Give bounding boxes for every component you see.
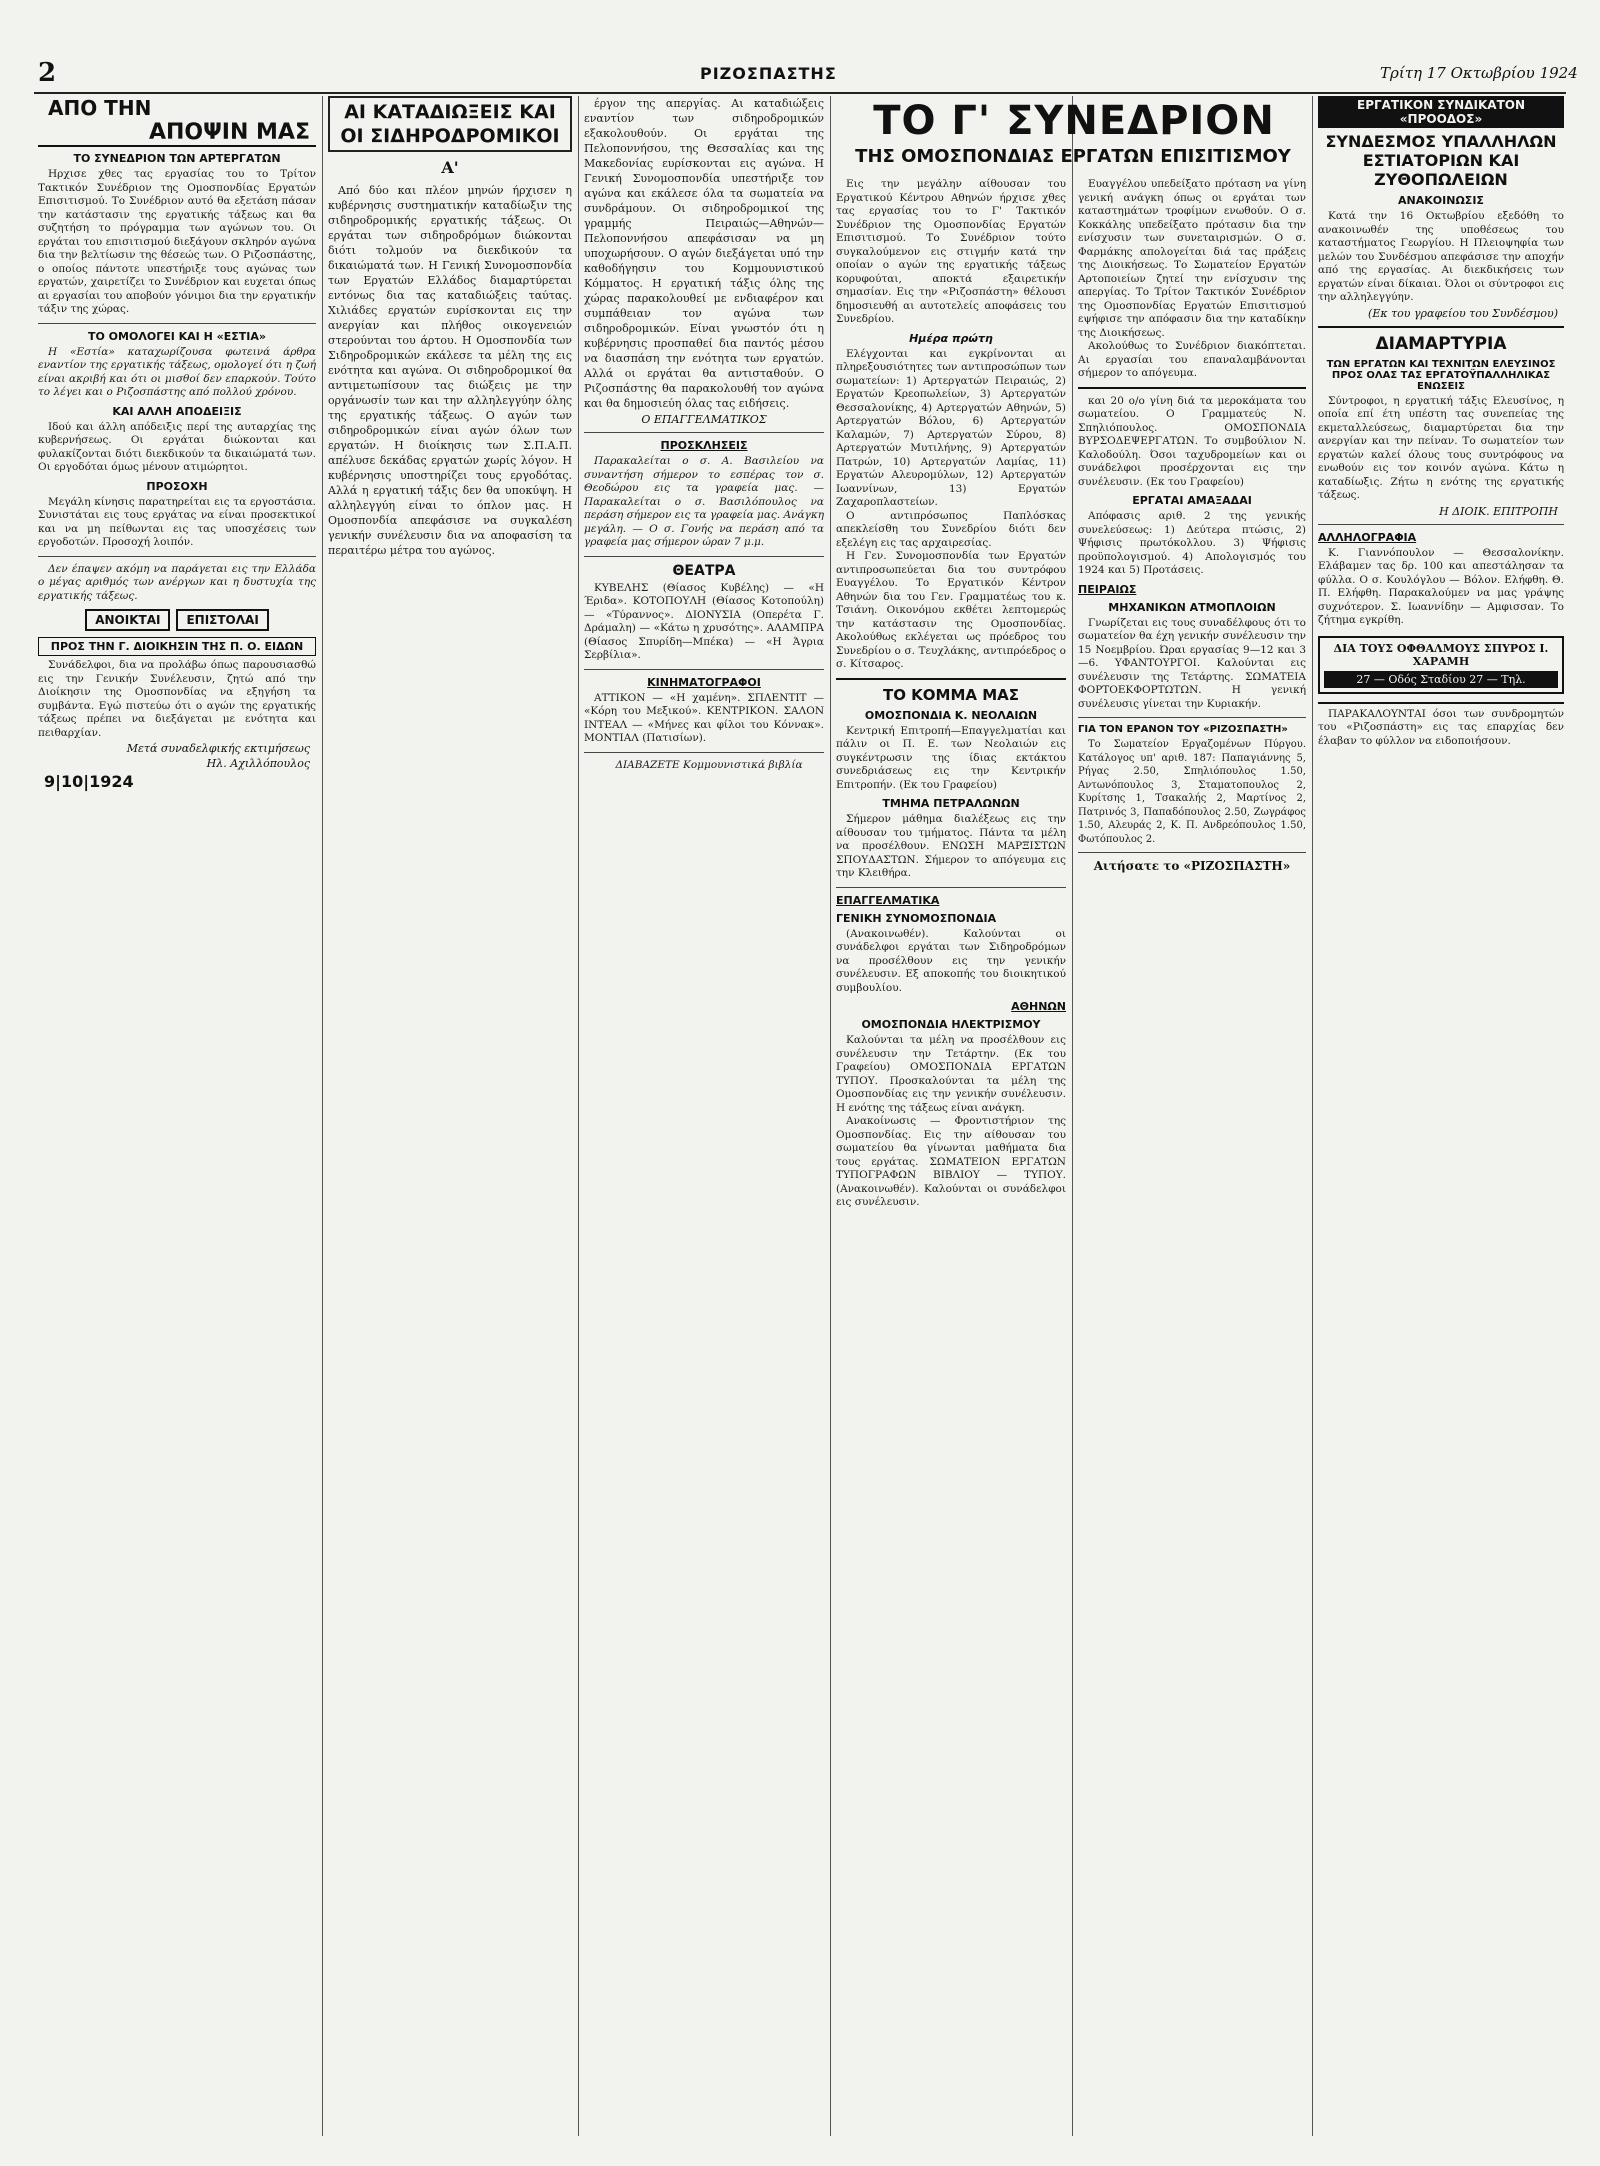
article-subheading: ΕΡΓΑΤΑΙ ΑΜΑΞΑΔΑΙ [1132, 494, 1252, 507]
label-letters: ΕΠΙΣΤΟΛΑΙ [176, 609, 268, 631]
footer-line: Αιτήσατε το «ΡΙΖΟΣΠΑΣΤΗ» [1093, 859, 1291, 873]
kicker: ΑΠΟ ΤΗΝ [48, 96, 152, 120]
article-body: Καλούνται τα μέλη να προσέλθουν εις συνέλευσιν την Τετάρτην. (Εκ του Γραφείου) ΟΜΟΣΠΟΝΔΙΑ ΕΡΓΑΤΩΝ ΤΥΠΟΥ. Προσκαλούνται τα μέλη της Ομοσπονδίας εις την γενικήν συνέλευσιν. Η ενότης της τάξεως είναι ανάγκη. [836, 1034, 1066, 1114]
union-name: ΣΥΝΔΕΣΜΟΣ ΥΠΑΛΛΗΛΩΝ ΕΣΤΙΑΤΟΡΙΩΝ ΚΑΙ ΖΥΘΟΠΩΛΕΙΩΝ [1325, 132, 1557, 189]
article-body: Ανακοίνωσις — Φροντιστήριον της Ομοσπονδίας. Εις την αίθουσαν του σωματείου θα γίνωνται μαθήματα δια τους εργάτας. ΣΩΜΑΤΕΙΟΝ ΕΡΓΑΤΩΝ ΤΥΠΟΓΡΑΦΩΝ ΒΙΒΛΙΟΥ — ΤΥΠΟΥ. (Ανακοινωθέν). Καλούνται οι συνάδελφοι εις συνέλευσιν. [836, 1115, 1066, 1208]
notices-body: Παρακαλείται ο σ. Α. Βασιλείου να συναντήση σήμερον το εσπέρας τον σ. Θεοδώρου εις τα γραφεία μας. — Παρακαλείται ο σ. Βασιλόπουλος να περάση σήμερον εις τα γραφεία μας. Ανάγκη μεγάλη. — Ο σ. Γονής να περάση από τα γραφεία μας σήμερον ώραν 7 μ.μ. [584, 455, 824, 548]
article-subheading: ΑΝΑΚΟΙΝΩΣΙΣ [1398, 194, 1484, 207]
article-subheading: ΟΜΟΣΠΟΝΔΙΑ Κ. ΝΕΟΛΑΙΩΝ [864, 708, 1038, 722]
article-body: έργον της απεργίας. Αι καταδιώξεις εναντίον των σιδηροδρομικών εξακολουθούν. Οι εργάται της Πελοποννήσου, της Θεσσαλίας και της Μακεδονίας ευρίσκονται εις αγώνα. Η Γενική Συνομοσπονδία υπεστήριξε τον αγώνα και εκάλεσε όλα τα σωματεία να συνδράμουν. Οι σιδηροδρομικοί της γραμμής Πειραιώς—Αθηνών—Πελοποννήσου απεφάσισαν να μη υποχωρήσουν. Ο αγών διεξάγεται υπό την καθοδήγησιν του Κομμουνιστικού Κόμματος. Η εργατική τάξις όλης της χώρας παρακολουθεί με ενδιαφέρον και συμπάθειαν τον αγώνα των σιδηροδρομικών. Είναι γνωστόν ότι η κυβέρνησις προσπαθεί δια παντός μέσου να διασπάση την ενότητα των εργατών. Αλλά οι εργάται θα αντισταθούν. Ο Ριζοσπάστης θα παρακολουθή τον αγώνα και θα δημοσιεύη όλας τας ειδήσεις. [584, 97, 824, 410]
article-body: Σήμερον μάθημα διαλέξεως εις την αίθουσαν του τμήματος. Πάντα τα μέλη να προσέλθουν. ΕΝΩΣΗ ΜΑΡΞΙΣΤΩΝ ΣΠΟΥΔΑΣΤΩΝ. Σήμερον το απόγευμα εις την Κλειθήρα. [836, 813, 1066, 879]
boxed-note: Δεν έπαψεν ακόμη να παράγεται εις την Ελλάδα ο μέγας αριθμός των ανέργων και η δυστυχία της εργατικής τάξεως. [38, 562, 316, 602]
column-congress-body [836, 178, 1066, 2136]
label-open: ΑΝΟΙΚΤΑΙ [85, 609, 170, 631]
article-body: Απόφασις αριθ. 2 της γενικής συνελεύσεως: 1) Δεύτερα πτώσις, 2) Ψήφισις πρωτόκολλου. 3) Ψήφισις προϋπολογισμού. 4) Απολογισμός του 1924 και 5) Προτάσεις. [1078, 510, 1306, 576]
section-heading: ΕΠΑΓΓΕΛΜΑΤΙΚΑ [836, 893, 940, 907]
column-divider [1072, 96, 1073, 2136]
article-body: Μεγάλη κίνησις παρατηρείται εις τα εργοστάσια. Συνιστάται εις τους εργάτας να είναι προσεκτικοί και να μη πείθωνται εις τας υποσχέσεις των εργοδοτών. Προσοχή λοιπόν. [38, 495, 316, 548]
masthead [0, 58, 1600, 88]
article-body: Από δύο και πλέον μηνών ήρχισεν η κυβέρνησις συστηματικήν καταδίωξιν της σιδηροδρομικής εργατικής τάξεως. Οι εργάται των σιδηροδρόμων διώκονται διότι τολμούν να διεκδικούν τα δικαιώματά των. Η Γενική Συνομοσπονδία των Εργατών Ελλάδος διαμαρτύρεται εντόνως δια τας καταδιώξεις ταύτας. Χιλιάδες εργατών ευρίσκονται εις την ανεργίαν και πλήθος οικογενειών στερούνται του άρτου. Η Ομοσπονδία των Σιδηροδρομικών εκάλεσε τα μέλη της εις ενότητα και αγώνα. Οι σιδηροδρομικοί θα αντιμετωπίσουν τας διώξεις με την οργάνωσίν των και την αλληλεγγύην όλης της εργατικής τάξεως. Ο αγών των σιδηροδρομικών είναι αγών όλων των εργατών. Η διοίκησις των Σ.Π.Α.Π. απέλυσε δεκάδας εργατών χωρίς λόγον. Η κυβέρνησις υποστηρίζει τους εργοδότας. Αλλά η εργατική τάξις δεν θα υποκύψη. Η αλληλεγγύη είναι το όπλον μας. Η Ομοσπονδία απεφάσισε να συγκαλέση γενικήν συνέλευσιν δια να αποφασίση τα περαιτέρω μέτρα του αγώνος. [328, 184, 572, 557]
theatres-body: ΚΥΒΕΛΗΣ (Θίασος Κυβέλης) — «Η Έριδα». ΚΟΤΟΠΟΥΛΗ (Θίασος Κοτοπούλη) — «Τύραννος». ΔΙΟΝΥΣΙΑ (Οπερέτα Γ. Δράμαλη) — «Κάτω η χρυσότης». ΑΛΑΜΠΡΑ (Θίασος Σπυρίδη—Μπέκα) — «Η Άγρια Σερβίλια». [584, 581, 824, 661]
section-labels [38, 609, 316, 631]
header-rule [34, 92, 1566, 94]
article-body: Ιδού και άλλη απόδειξις περί της αυταρχίας της κυβερνήσεως. Οι εργάται διώκονται και φυλακίζονται διότι διεκδικούν τα δικαιώματά των. Οι εργοδόται όμως μένουν ατιμώρητοι. [38, 420, 316, 473]
main-headline: ΤΟ Γ' ΣΥΝΕΔΡΙΟΝ [873, 98, 1275, 144]
column-divider [1312, 96, 1313, 2136]
article-body: Σύντροφοι, η εργατική τάξις Ελευσίνος, η οποία επί έτη υπέστη τας συνεπείας της εκμεταλλεύσεως, διαμαρτύρεται δια την ανεργίαν και την πείναν. Το σωματείον των εργατών καλεί όλους τους συντρόφους να ενωθούν εις τον κοινόν αγώνα. Κάτω η καταδίωξις. Ζήτω η ενότης της εργατικής τάξεως. [1318, 394, 1564, 501]
article-subheading: ΚΑΙ ΑΛΛΗ ΑΠΟΔΕΙΞΙΣ [112, 404, 242, 418]
column-notices [1318, 96, 1564, 2136]
cinemas-body: ΑΤΤΙΚΟΝ — «Η χαμένη». ΣΠΛΕΝΤΙΤ — «Κόρη του Μεξικού». ΚΕΝΤΡΙΚΟΝ. ΣΑΛΟΝ ΙΝΤΕΑΛ — «Μήνες και φίλοι του Κόννακ». ΜΟΝΤΙΑΛ (Πατισίων). [584, 691, 824, 744]
section-heading: ΠΕΙΡΑΙΩΣ [1078, 582, 1137, 596]
article-subheading: ΜΗΧΑΝΙΚΩΝ ΑΤΜΟΠΛΟΙΩΝ [1108, 600, 1276, 614]
page-number: 2 [38, 58, 57, 88]
article-body: Κατά την 16 Οκτωβρίου εξεδόθη το ανακοινωθέν της υποθέσεως του καταστήματος Γεωργίου. Η Πλειοψηφία των μελών του Συνδέσμου απεφάσισε την αποχήν από της εργασίας. Αι διεκδικήσεις των εργατών είναι δίκαιαι. Όλοι οι σύντροφοι εις την αλληλεγγύην. [1318, 210, 1564, 303]
footer-line: ΔΙΑΒΑΖΕΤΕ Κομμουνιστικά βιβλία [615, 758, 803, 771]
article-subheading: ΓΕΝΙΚΗ ΣΥΝΟΜΟΣΠΟΝΔΙΑ [836, 911, 997, 925]
section-heading: ΤΟ ΚΟΜΜΑ ΜΑΣ [882, 685, 1020, 704]
article-body: Εις την μεγάλην αίθουσαν του Εργατικού Κέντρου Αθηνών ήρχισε χθες τας εργασίας του το Γ' Τακτικόν Συνέδριον της Ομοσπονδίας Εργατών Επισιτισμού. Το Συνέδριον τούτο συγκαλούμενον εις στιγμήν κατά την οποίαν ο αγών της εργατικής τάξεως κορυφούται, αποκτά εξαιρετικήν σημασίαν. Εις την «Ριζοσπάστη» θέλουσι δημοσιευθή αι αυτοτελείς αποφάσεις του Συνεδρίου. [836, 178, 1066, 325]
part-number: Α' [441, 158, 459, 177]
correspondence-body: Κ. Γιαννόπουλον — Θεσσαλονίκην. Ελάβαμεν τας δρ. 100 και απεστάλησαν τα φύλλα. Ο σ. Κουλόγλου — Βόλον. Ελήφθη. Θ. Π. Ελήφθη. Παρακαλούμεν να μας γράψης συχνότερον. Σ. Ιωαννίδην — Αμφισσαν. Το ζήτημα εγκρίθη. [1318, 546, 1564, 626]
article-headline: ΑΙ ΚΑΤΑΔΙΩΞΕΙΣ ΚΑΙ ΟΙ ΣΙΔΗΡΟΔΡΟΜΙΚΟΙ [328, 96, 572, 152]
article-body: Γνωρίζεται εις τους συναδέλφους ότι το σωματείον θα έχη γενικήν συνέλευσιν την 15 Νοεμβρίου. Ώραι εργασίας 9—12 και 3—6. ΥΦΑΝΤΟΥΡΓΟΙ. Καλούνται εις συνέλευσιν της Τετάρτης. ΣΩΜΑΤΕΙΑ ΦΟΡΤΟΕΚΦΟΡΤΩΤΩΝ. Η γενική συνέλευσις γίνεται την Κυριακήν. [1078, 616, 1306, 710]
article-body: Ακολούθως το Συνέδριον διακόπτεται. Αι εργασίαι του επαναλαμβάνονται σήμερον το απόγευμα. [1078, 340, 1306, 379]
letter-closing: Μετά συναδελφικής εκτιμήσεως [126, 742, 310, 755]
article-subheading: ΑΘΗΝΩΝ [1011, 1000, 1066, 1013]
article-signature: (Εκ του γραφείου του Συνδέσμου) [1368, 306, 1558, 320]
advert-title: ΔΙΑ ΤΟΥΣ ΟΦΘΑΛΜΟΥΣ ΣΠΥΡΟΣ Ι. ΧΑΡΑΜΗ [1333, 641, 1549, 668]
letter-body: Συνάδελφοι, δια να προλάβω όπως παρουσιασθώ εις την Γενικήν Συνέλευσιν, ζητώ από την Διοίκησιν της Ομοσπονδίας να εξηγήση τα συμβάντα. Εγώ πιστεύω ότι ο αγών της εργατικής τάξεως πρέπει να διεξάγεται με ενότητα και πειθαρχίαν. [38, 659, 316, 739]
article-subheading: ΤΩΝ ΕΡΓΑΤΩΝ ΚΑΙ ΤΕΧΝΙΤΩΝ ΕΛΕΥΣΙΝΟΣ ΠΡΟΣ ΟΛΑΣ ΤΑΣ ΕΡΓΑΤΟΫΠΑΛΛΗΛΙΚΑΣ ΕΝΩΣΕΙΣ [1326, 358, 1556, 392]
article-body: Ο αντιπρόσωπος Παπλόσκας απεκλείσθη του Συνεδρίου διότι δεν εξελέγη εις τας αρχαιρεσίας. [836, 509, 1066, 549]
issue-date: Τρίτη 17 Οκτωβρίου 1924 [1380, 64, 1578, 82]
section-heading: ΘΕΑΤΡΑ [672, 562, 736, 579]
column-divider [830, 96, 831, 2136]
notice-body: ΠΑΡΑΚΑΛΟΥΝΤΑΙ όσοι των συνδρομητών του «Ριζοσπάστη» εις τας επαρχίας δεν έλαβαν το φύλλον να ειδοποιήσουν. [1318, 702, 1564, 749]
column-congress-cont [1078, 178, 1306, 2136]
article-signature: Ο ΕΠΑΓΓΕΛΜΑΤΙΚΟΣ [641, 413, 767, 426]
letter-date: 9|10|1924 [44, 772, 134, 791]
main-subheadline: ΤΗΣ ΟΜΟΣΠΟΝΔΙΑΣ ΕΡΓΑΤΩΝ ΕΠΙΣΙΤΙΣΜΟΥ [855, 146, 1291, 167]
column-misc [584, 96, 824, 2136]
section-heading: ΑΛΛΗΛΟΓΡΑΦΙΑ [1318, 530, 1417, 544]
section-heading: ΔΙΑΜΑΡΤΥΡΙΑ [1375, 333, 1507, 354]
article-body: Κεντρική Επιτροπή—Επαγγελματίαι και πάλιν οι Π. Ε. των Νεολαιών εις συγκέντρωσιν της ίδιας εκτάκτου συνεδριάσεως εις την Κεντρικήν Επιτροπήν. (Εκ του Γραφείου) [836, 724, 1066, 791]
article-subheading: ΠΡΟΣΟΧΗ [146, 479, 208, 493]
article-subheading: ΤΟ ΟΜΟΛΟΓΕΙ ΚΑΙ Η «ΕΣΤΙΑ» [88, 329, 266, 343]
column-apopsin [38, 96, 316, 2136]
section-heading: ΓΙΑ ΤΟΝ ΕΡΑΝΟΝ ΤΟΥ «ΡΙΖΟΣΠΑΣΤΗ» [1078, 724, 1288, 735]
column-divider [578, 96, 579, 2136]
newspaper-name: ΡΙΖΟΣΠΑΣΤΗΣ [700, 64, 837, 83]
union-banner: ΕΡΓΑΤΙΚΟΝ ΣΥΝΔΙΚΑΤΟΝ «ΠΡΟΟΔΟΣ» [1318, 96, 1564, 128]
article-subheading: ΤΟ ΣΥΝΕΔΡΙΟΝ ΤΩΝ ΑΡΤΕΡΓΑΤΩΝ [73, 152, 281, 165]
donation-list: Το Σωματείον Εργαζομένων Πύργου. Κατάλογος υπ' αριθ. 187: Παπαγιάννης 5, Ρήγας 2.50, Σπηλιόπουλος 1.50, Αντωνόπουλος 3, Σταματοπουλος 2, Κυρίτσης 1, Τσακαλής 2, Μαρτίνος 2, Πατρινός 3, Παπαδόπουλος 2.50, Ζωγράφος 1.50, Αλευράς 2, Κ. Π. Ανδρεόπουλος 1.50, Φωτόπουλος 2. [1078, 739, 1306, 845]
section-heading: ΑΠΟΨΙΝ ΜΑΣ [38, 120, 316, 147]
optician-advert [1318, 636, 1564, 694]
article-subheading: ΤΜΗΜΑ ΠΕΤΡΑΛΩΝΩΝ [882, 797, 1020, 810]
section-heading: ΚΙΝΗΜΑΤΟΓΡΑΦΟΙ [647, 675, 761, 689]
letter-signer: Ηλ. Αχιλλόπουλος [206, 757, 310, 770]
article-subheading: ΟΜΟΣΠΟΝΔΙΑ ΗΛΕΚΤΡΙΣΜΟΥ [861, 1018, 1041, 1031]
article-body: (Ανακοινωθέν). Καλούνται οι συνάδελφοι εργάται των Σιδηροδρόμων να προσέλθουν εις την γενικήν συνέλευσιν. Εξ αποκοπής του διοικητικού συμβουλίου. [836, 927, 1066, 994]
subheadline-wrap [836, 146, 1310, 174]
article-body: Ευαγγέλου υπεδείξατο πρόταση να γίνη γενική ανάγκη όπως οι εργάται των καταστημάτων τροφίμων ενωθούν. Ο σ. Κοκκάλης υπεδείξατο πρότασιν δια την ενίσχυσιν των συνεταιρισμών. Ο σ. Φαρμάκης απολογείται διά τας πράξεις της Διοικήσεως. Το Σωματείον Εργατών Αρτοποιείων ζητεί την ενίσχυσιν της απεργίας. Το Τρίτον Τακτικόν Συνέδριον της Ομοσπονδίας Εργατών Επισιτισμού εψήφισε την απόφασιν δια την καταδίκην της Διοικήσεως. [1078, 178, 1306, 339]
section-heading: ΠΡΟΣΚΛΗΣΕΙΣ [660, 439, 748, 452]
article-body: και 20 ο/ο γίνη διά τα μεροκάματα του σωματείου. Ο Γραμματεύς Ν. Σπηλιόπουλος. ΟΜΟΣΠΟΝΔΙΑ ΒΥΡΣΟΔΕΨΕΡΓΑΤΩΝ. Το συμβούλιον Ν. Καλοδούλη. Όσοι ταχυδρομείων και οι συνάδελφοι προσέρχονται εις την συνέλευσιν. (Εκ του Γραφείου) [1078, 394, 1306, 488]
column-railway [328, 96, 572, 2136]
article-body: Η «Εστία» καταχωρίζουσα φωτεινά άρθρα εναντίον της εργατικής τάξεως, ομολογεί ότι η ζωή είναι ακριβή και ότι οι μισθοί δεν επαρκούν. Τούτο το λέγει και ο Ριζοσπάστης από πολλού χρόνου. [38, 345, 316, 398]
column-divider [322, 96, 323, 2136]
article-body: Ελέγχονται και εγκρίνονται αι πληρεξουσιότητες των αντιπροσώπων των σωματείων: 1) Αρτεργατών Πειραιώς, 2) Εργατών Κρεοπωλείων, 3) Αρτεργατών Θεσσαλονίκης, 4) Αρτεργατών Αθηνών, 5) Αρτεργατών Βόλου, 6) Αρτεργατών Καλαμών, 7) Αρτεργατών Σύρου, 8) Αρτεργατών Μυτιλήνης, 9) Αρτεργατών Πατρών, 10) Αρτεργατών Λαμίας, 11) Εργατών Αλευρομύλων, 12) Αρτεργατών Ιωαννίνων, 13) Εργατών Ζαχαροπλαστείων. [836, 347, 1066, 508]
article-body: Η Γεν. Συνομοσπονδία των Εργατών αντιπροσωπεύεται δια του συντρόφου Ευαγγέλου. Το Εργατικόν Κέντρον Αθηνών δια του Γεν. Γραμματέως του κ. Τσιάνη. Οικονόμου εκθέτει λεπτομερώς την κατάστασιν της Ομοσπονδίας. Ακολούθως εκλέγεται ως πρόεδρος του Συνεδρίου ο σ. Τευχλάκης, αντιπρόεδρος ο σ. Κίτσαρος. [836, 550, 1066, 670]
article-subheading: Ημέρα πρώτη [909, 331, 993, 345]
article-body: Ηρχισε χθες τας εργασίας του το Τρίτον Τακτικόν Συνέδριον της Ομοσπονδίας Εργατών Επισιτισμού. Το Συνέδριον αυτό θα εξετάση πάσαν την κατάστασιν της εργατικής τάξεως και θα συζητήση το πρόγραμμα των αγώνων του. Οι εργάται του επισιτισμού διεξάγουν σκληρόν αγώνα δια την βελτίωσιν της θέσεώς των. Ο Ριζοσπάστης, ο οποίος πάντοτε υπεστήριξε τους αγώνας των εργατών, χαιρετίζει το Συνέδριον και ευχεται όπως αι εργασίαι του αποβούν γόνιμοι δια την εργατικήν τάξιν της χώρας. [38, 168, 316, 315]
article-signature: Η ΔΙΟΙΚ. ΕΠΙΤΡΟΠΗ [1439, 504, 1558, 518]
letter-heading: ΠΡΟΣ ΤΗΝ Γ. ΔΙΟΙΚΗΣΙΝ ΤΗΣ Π. Ο. ΕΙΔΩΝ [38, 637, 316, 656]
advert-address: 27 — Οδός Σταδίου 27 — Τηλ. [1324, 671, 1558, 688]
